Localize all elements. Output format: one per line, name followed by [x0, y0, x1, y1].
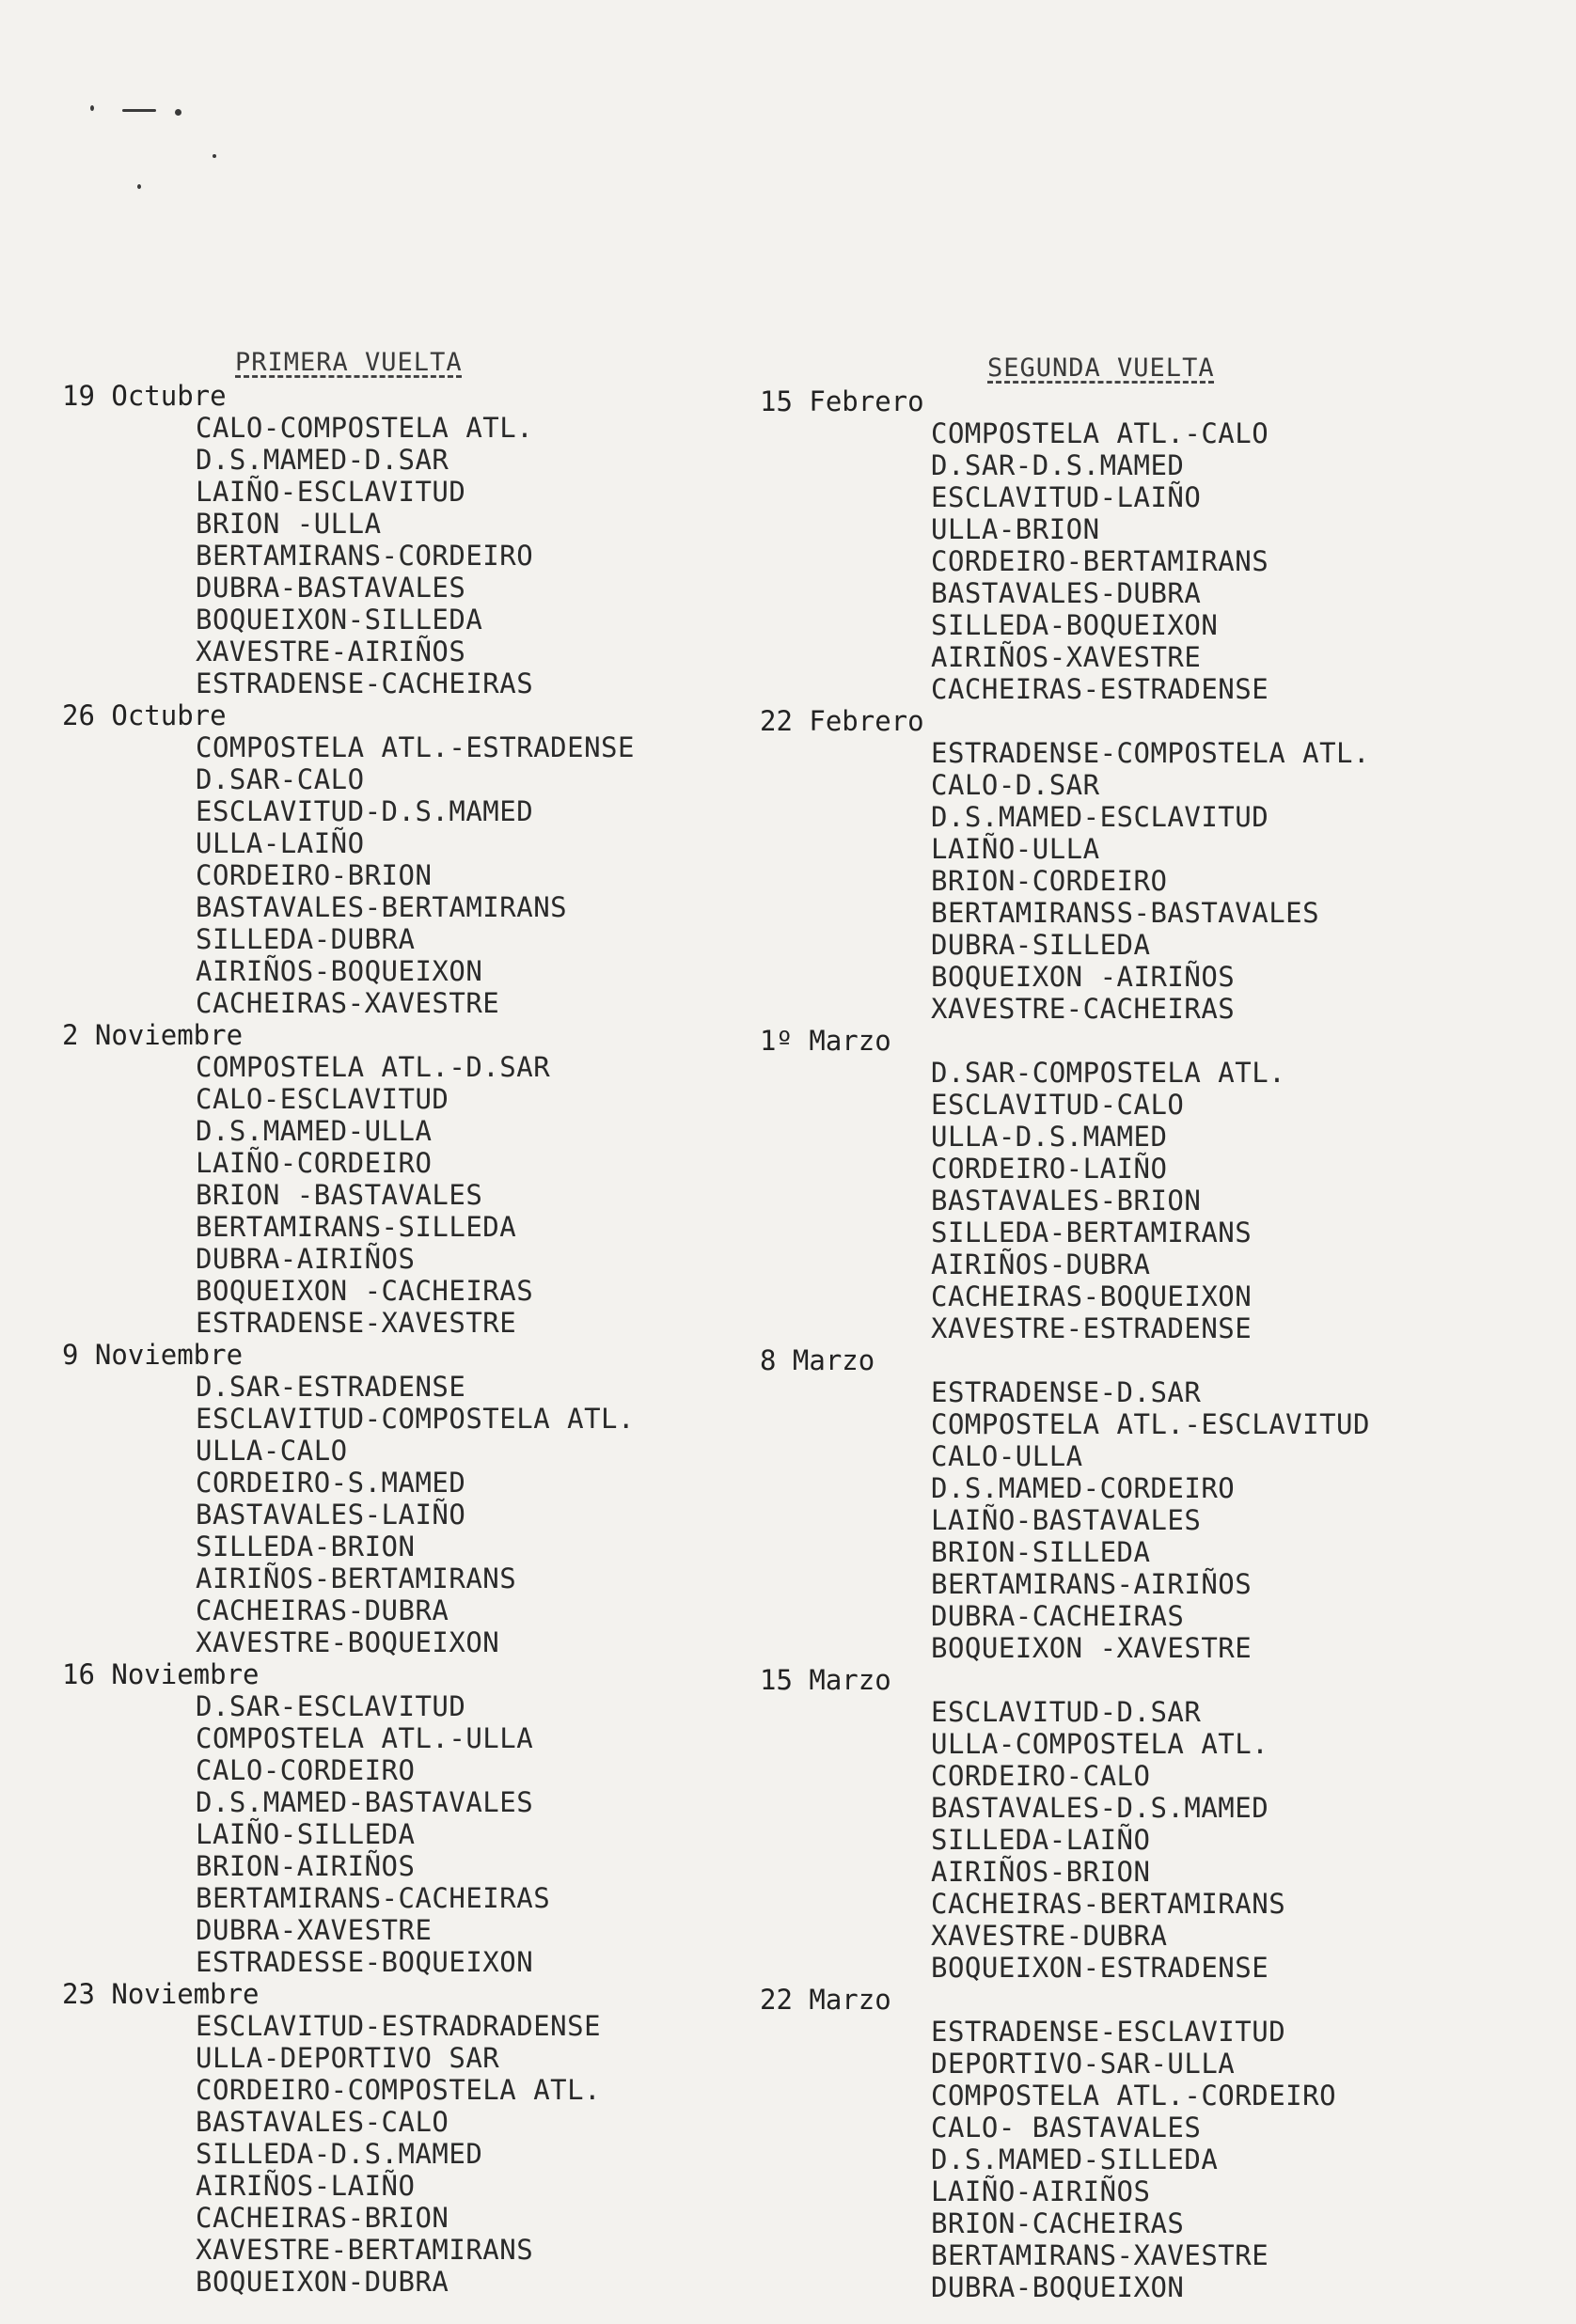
match-line: AIRIÑOS-BERTAMIRANS: [196, 1562, 517, 1594]
round-date: 22 Marzo: [760, 1984, 891, 2016]
round-date: 23 Noviembre: [62, 1978, 260, 2010]
match-line: ESCLAVITUD-D.S.MAMED: [196, 795, 534, 827]
match-line: XAVESTRE-BOQUEIXON: [196, 1626, 500, 1658]
match-line: CALO-ESCLAVITUD: [196, 1083, 449, 1115]
match-line: BOQUEIXON -XAVESTRE: [931, 1632, 1253, 1664]
round-date: 1º Marzo: [760, 1025, 891, 1057]
round-block: [62, 699, 758, 1019]
match-line: CACHEIRAS-BERTAMIRANS: [931, 1888, 1286, 1920]
round-list: [760, 385, 1531, 2303]
round-block: [760, 705, 1531, 1025]
match-line: DUBRA-AIRIÑOS: [196, 1243, 416, 1275]
match-line: BOQUEIXON -AIRIÑOS: [931, 961, 1236, 993]
round-list: [62, 380, 758, 2298]
round-date: 19 Octubre: [62, 380, 227, 412]
ink-speck: [122, 109, 156, 112]
primera-vuelta-column: [62, 346, 758, 2298]
round-date: 2 Noviembre: [62, 1019, 244, 1051]
match-line: D.S.MAMED-BASTAVALES: [196, 1786, 534, 1818]
round-date: 15 Febrero: [760, 385, 924, 417]
match-line: D.SAR-D.S.MAMED: [931, 449, 1185, 481]
match-line: AIRIÑOS-BOQUEIXON: [196, 955, 483, 987]
match-line: XAVESTRE-CACHEIRAS: [931, 993, 1236, 1025]
match-line: CALO-COMPOSTELA ATL.: [196, 412, 534, 444]
round-block: [62, 380, 758, 699]
match-line: CALO-D.SAR: [931, 769, 1100, 801]
round-block: [62, 1019, 758, 1339]
match-line: ESTRADENSE-D.SAR: [931, 1376, 1202, 1408]
match-line: BERTAMIRANS-XAVESTRE: [931, 2239, 1269, 2271]
match-line: BOQUEIXON-DUBRA: [196, 2266, 449, 2298]
match-line: DEPORTIVO-SAR-ULLA: [931, 2048, 1236, 2080]
match-line: CACHEIRAS-XAVESTRE: [196, 987, 500, 1019]
match-line: CACHEIRAS-DUBRA: [196, 1594, 449, 1626]
match-line: BERTAMIRANS-CACHEIRAS: [196, 1882, 551, 1914]
match-line: SILLEDA-BERTAMIRANS: [931, 1217, 1253, 1248]
match-line: SILLEDA-BOQUEIXON: [931, 609, 1219, 641]
match-line: LAIÑO-AIRIÑOS: [931, 2175, 1151, 2207]
match-line: ESCLAVITUD-COMPOSTELA ATL.: [196, 1403, 635, 1435]
match-line: COMPOSTELA ATL.-ULLA: [196, 1722, 534, 1754]
match-line: BASTAVALES-D.S.MAMED: [931, 1792, 1269, 1824]
match-line: XAVESTRE-ESTRADENSE: [931, 1312, 1253, 1344]
match-line: CALO- BASTAVALES: [931, 2112, 1202, 2143]
match-line: ESCLAVITUD-ESTRADRADENSE: [196, 2010, 602, 2042]
match-line: CORDEIRO-S.MAMED: [196, 1467, 466, 1499]
match-line: ESTRADENSE-COMPOSTELA ATL.: [931, 737, 1370, 769]
match-line: ESTRADENSE-XAVESTRE: [196, 1307, 517, 1339]
match-line: SILLEDA-BRION: [196, 1531, 416, 1562]
match-line: BRION-CACHEIRAS: [931, 2207, 1185, 2239]
round-block: [760, 385, 1531, 705]
match-line: LAIÑO-SILLEDA: [196, 1818, 416, 1850]
round-block: [62, 1658, 758, 1978]
match-line: ESCLAVITUD-LAIÑO: [931, 481, 1202, 513]
match-line: ESTRADENSE-CACHEIRAS: [196, 667, 534, 699]
round-block: [62, 1978, 758, 2298]
match-line: AIRIÑOS-DUBRA: [931, 1248, 1151, 1280]
match-line: BOQUEIXON -CACHEIRAS: [196, 1275, 534, 1307]
match-line: CORDEIRO-BRION: [196, 859, 433, 891]
match-line: D.S.MAMED-D.SAR: [196, 444, 449, 476]
match-line: D.SAR-CALO: [196, 763, 365, 795]
match-line: XAVESTRE-AIRIÑOS: [196, 636, 466, 667]
match-line: CORDEIRO-COMPOSTELA ATL.: [196, 2074, 602, 2106]
match-line: CALO-CORDEIRO: [196, 1754, 416, 1786]
match-line: D.SAR-ESCLAVITUD: [196, 1690, 466, 1722]
match-line: COMPOSTELA ATL.-ESTRADENSE: [196, 731, 635, 763]
round-block: [62, 1339, 758, 1658]
match-line: SILLEDA-LAIÑO: [931, 1824, 1151, 1856]
match-line: ESCLAVITUD-D.SAR: [931, 1696, 1202, 1728]
match-line: ULLA-LAIÑO: [196, 827, 365, 859]
match-line: BASTAVALES-BERTAMIRANS: [196, 891, 568, 923]
ink-speck: [90, 105, 94, 111]
match-line: DUBRA-BOQUEIXON: [931, 2271, 1185, 2303]
match-line: BRION -BASTAVALES: [196, 1179, 483, 1211]
ink-speck: [137, 184, 141, 189]
round-date: 15 Marzo: [760, 1664, 891, 1696]
match-line: BASTAVALES-BRION: [931, 1185, 1202, 1217]
match-line: LAIÑO-ULLA: [931, 833, 1100, 865]
match-line: DUBRA-CACHEIRAS: [931, 1600, 1185, 1632]
ink-speck: [213, 154, 216, 158]
column-heading: SEGUNDA VUELTA: [987, 353, 1215, 383]
match-line: BRION -ULLA: [196, 508, 382, 540]
match-line: ESTRADESSE-BOQUEIXON: [196, 1946, 534, 1978]
match-line: LAIÑO-CORDEIRO: [196, 1147, 433, 1179]
match-line: XAVESTRE-BERTAMIRANS: [196, 2234, 534, 2266]
match-line: COMPOSTELA ATL.-CORDEIRO: [931, 2080, 1337, 2112]
match-line: XAVESTRE-DUBRA: [931, 1920, 1168, 1952]
match-line: ULLA-CALO: [196, 1435, 348, 1467]
match-line: BASTAVALES-LAIÑO: [196, 1499, 466, 1531]
match-line: DUBRA-SILLEDA: [931, 929, 1151, 961]
match-line: BERTAMIRANS-SILLEDA: [196, 1211, 517, 1243]
match-line: AIRIÑOS-BRION: [931, 1856, 1151, 1888]
ink-speck: [175, 109, 181, 116]
match-line: DUBRA-XAVESTRE: [196, 1914, 433, 1946]
match-line: BERTAMIRANSS-BASTAVALES: [931, 897, 1320, 929]
match-line: D.S.MAMED-CORDEIRO: [931, 1472, 1236, 1504]
match-line: AIRIÑOS-LAIÑO: [196, 2170, 416, 2202]
match-line: CORDEIRO-LAIÑO: [931, 1153, 1168, 1185]
match-line: COMPOSTELA ATL.-ESCLAVITUD: [931, 1408, 1370, 1440]
match-line: ULLA-COMPOSTELA ATL.: [931, 1728, 1269, 1760]
round-date: 9 Noviembre: [62, 1339, 244, 1371]
match-line: CACHEIRAS-BOQUEIXON: [931, 1280, 1253, 1312]
match-line: BERTAMIRANS-AIRIÑOS: [931, 1568, 1253, 1600]
match-line: ULLA-D.S.MAMED: [931, 1121, 1168, 1153]
match-line: CALO-ULLA: [931, 1440, 1083, 1472]
match-line: BASTAVALES-CALO: [196, 2106, 449, 2138]
match-line: BOQUEIXON-SILLEDA: [196, 604, 483, 636]
round-date: 26 Octubre: [62, 699, 227, 731]
round-block: [760, 1664, 1531, 1984]
round-date: 16 Noviembre: [62, 1658, 260, 1690]
match-line: BRION-CORDEIRO: [931, 865, 1168, 897]
match-line: SILLEDA-DUBRA: [196, 923, 416, 955]
match-line: CORDEIRO-BERTAMIRANS: [931, 545, 1269, 577]
match-line: LAIÑO-BASTAVALES: [931, 1504, 1202, 1536]
match-line: SILLEDA-D.S.MAMED: [196, 2138, 483, 2170]
round-block: [760, 1984, 1531, 2303]
match-line: D.S.MAMED-SILLEDA: [931, 2143, 1219, 2175]
match-line: BOQUEIXON-ESTRADENSE: [931, 1952, 1269, 1984]
round-date: 8 Marzo: [760, 1344, 875, 1376]
match-line: BERTAMIRANS-CORDEIRO: [196, 540, 534, 572]
match-line: DUBRA-BASTAVALES: [196, 572, 466, 604]
match-line: ESTRADENSE-ESCLAVITUD: [931, 2016, 1286, 2048]
match-line: ESCLAVITUD-CALO: [931, 1089, 1185, 1121]
match-line: ULLA-BRION: [931, 513, 1100, 545]
match-line: CORDEIRO-CALO: [931, 1760, 1151, 1792]
match-line: D.S.MAMED-ULLA: [196, 1115, 433, 1147]
match-line: CACHEIRAS-BRION: [196, 2202, 449, 2234]
match-line: D.SAR-ESTRADENSE: [196, 1371, 466, 1403]
match-line: BRION-SILLEDA: [931, 1536, 1151, 1568]
match-line: LAIÑO-ESCLAVITUD: [196, 476, 466, 508]
match-line: BASTAVALES-DUBRA: [931, 577, 1202, 609]
round-date: 22 Febrero: [760, 705, 924, 737]
match-line: D.SAR-COMPOSTELA ATL.: [931, 1057, 1286, 1089]
match-line: D.S.MAMED-ESCLAVITUD: [931, 801, 1269, 833]
match-line: BRION-AIRIÑOS: [196, 1850, 416, 1882]
round-block: [760, 1344, 1531, 1664]
match-line: COMPOSTELA ATL.-D.SAR: [196, 1051, 551, 1083]
match-line: COMPOSTELA ATL.-CALO: [931, 417, 1269, 449]
match-line: CACHEIRAS-ESTRADENSE: [931, 673, 1269, 705]
match-line: AIRIÑOS-XAVESTRE: [931, 641, 1202, 673]
round-block: [760, 1025, 1531, 1344]
match-line: ULLA-DEPORTIVO SAR: [196, 2042, 500, 2074]
column-heading: PRIMERA VUELTA: [235, 348, 463, 377]
segunda-vuelta-column: [760, 346, 1531, 2303]
